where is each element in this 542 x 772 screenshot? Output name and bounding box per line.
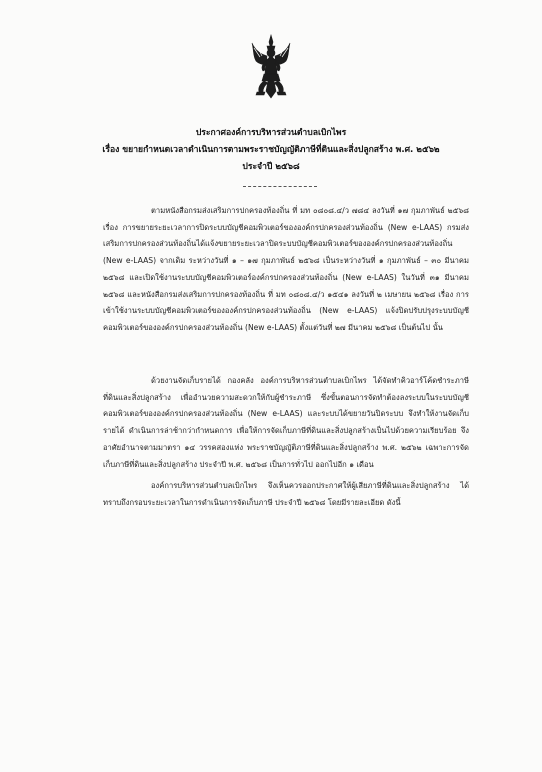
announcement-title: ประกาศองค์การบริหารส่วนตำบลเบิกไพร bbox=[195, 128, 347, 138]
title-divider bbox=[243, 186, 317, 187]
announcement-year: ประจำปี ๒๕๖๘ bbox=[242, 162, 300, 172]
body-paragraph-2: ด้วยงานจัดเก็บรายได้ กองคลัง องค์การบริหารส่วนตำบลเบิกไพร ได้จัดทำคิวอาร์โค้ดชำระภาษีที่ดินและสิ่งปลูกสร้าง เพื่ออำนวยความสะดวกให้กับผู้ชำระภาษี ซึ่งขั้นตอนการจัดทำต้องลงระบบในระบบบัญชีคอมพิวเตอร์ขององค์กรปกครองส่วนท้องถิ่น (New e-LAAS) และระบบได้ขยายวันปิดระบบ จึงทำให้งานจัดเก็บรายได้ ดำเนินการล่าช้ากว่ากำหนดการ เพื่อให้การจัดเก็บภาษีที่ดินและสิ่งปลูกสร้างเป็นไปด้วยความเรียบร้อย จึงอาศัยอำนาจตามมาตรา ๑๔ วรรคสองแห่ง พระราชบัญญัติภาษีที่ดินและสิ่งปลูกสร้าง พ.ศ. ๒๕๖๒ เฉพาะการจัดเก็บภาษีที่ดินและสิ่งปลูกสร้าง ประจำปี พ.ศ. ๒๕๖๘ เป็นการทั่วไป ออกไปอีก ๑ เดือน bbox=[103, 376, 469, 469]
body-paragraph-3: องค์การบริหารส่วนตำบลเบิกไพร จึงเห็นควรออกประกาศให้ผู้เสียภาษีที่ดินและสิ่งปลูกสร้าง ได้ทราบถึงกรอบระยะเวลาในการดำเนินการจัดเก็บภาษี ประจำปี ๒๕๖๘ โดยมีรายละเอียด ดังนี้ bbox=[103, 481, 469, 507]
announcement-subject: เรื่อง ขยายกำหนดเวลาดำเนินการตามพระราชบัญญัติภาษีที่ดินและสิ่งปลูกสร้าง พ.ศ. ๒๕๖๒ bbox=[102, 145, 440, 155]
body-paragraph-1: ตามหนังสือกรมส่งเสริมการปกครองท้องถิ่น ที่ มท ๐๘๐๘.๔/ว ๗๘๔ ลงวันที่ ๑๗ กุมภาพันธ์ ๒๕๖๘ เรื่อง การขยายระยะเวลาการปิดระบบบัญชีคอมพิวเตอร์ขององค์กรปกครองส่วนท้องถิ่น (New e-LAAS) กรมส่งเสริมการปกครองส่วนท้องถิ่นได้แจ้งขยายระยะเวลาปิดระบบบัญชีคอมพิวเตอร์ขององค์กรปกครองส่วนท้องถิ่น (New e-LAAS) จากเดิม ระหว่างวันที่ ๑ – ๑๗ กุมภาพันธ์ ๒๕๖๘ เป็นระหว่างวันที่ ๑ กุมภาพันธ์ – ๓๐ มีนาคม ๒๕๖๘ และเปิดใช้งานระบบบัญชีคอมพิวเตอร์องค์กรปกครองส่วนท้องถิ่น (New e-LAAS) ในวันที่ ๓๑ มีนาคม ๒๕๖๘ และหนังสือกรมส่งเสริมการปกครองท้องถิ่น ที่ มท ๐๘๐๘.๔/ว ๑๕๔๑ ลงวันที่ ๒ เมษายน ๒๕๖๘ เรื่อง การเข้าใช้งานระบบบัญชีคอมพิวเตอร์ขององค์กรปกครองส่วนท้องถิ่น (New e-LAAS) แจ้งปิดปรับปรุงระบบบัญชีคอมพิวเตอร์ขององค์กรปกครองส่วนท้องถิ่น (New e-LAAS) ตั้งแต่วันที่ ๒๗ มีนาคม ๒๕๖๘ เป็นต้นไป นั้น bbox=[103, 206, 469, 332]
garuda-emblem-icon bbox=[251, 34, 291, 100]
